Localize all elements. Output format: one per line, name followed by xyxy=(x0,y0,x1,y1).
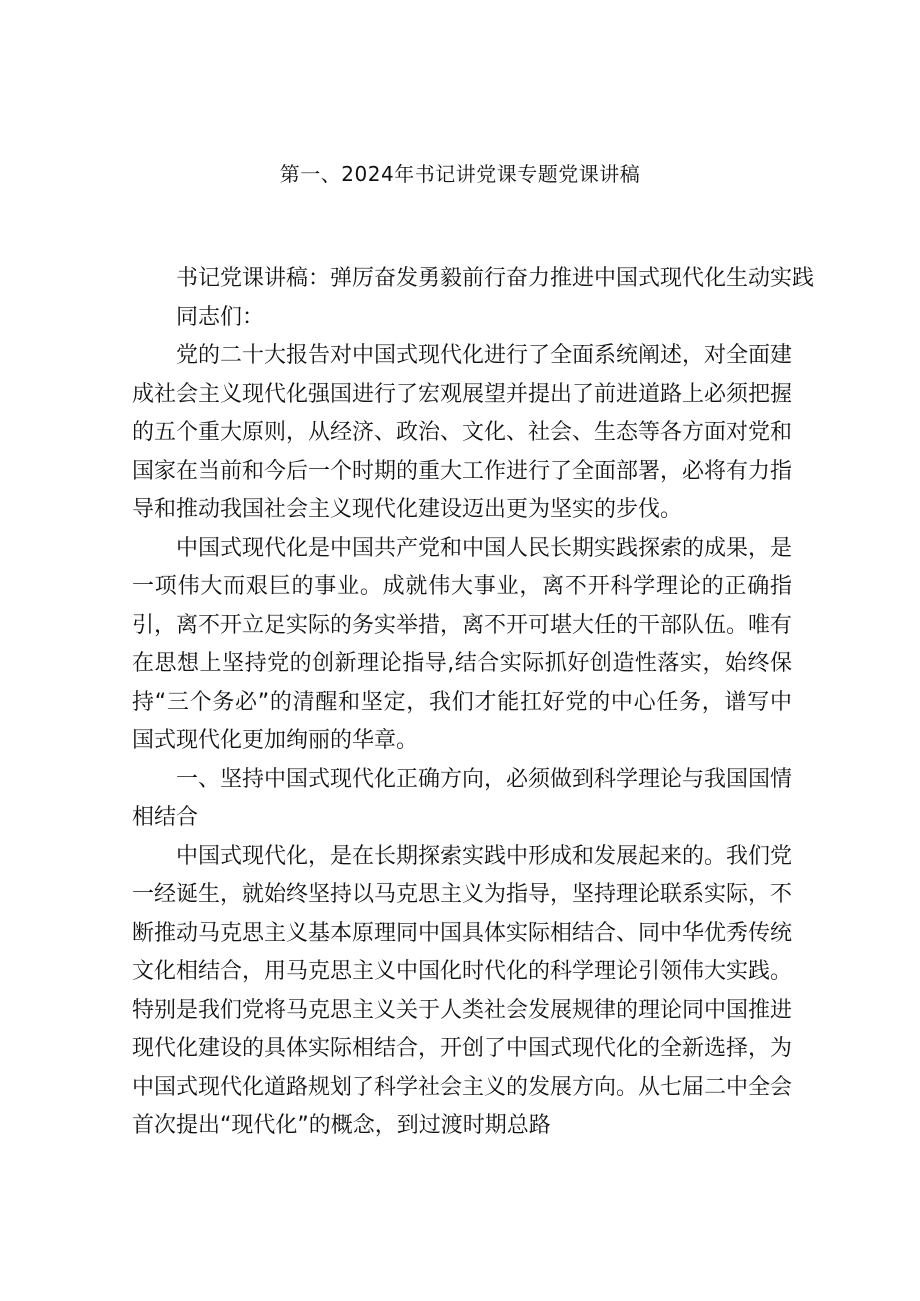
section-heading: 一、坚持中国式现代化正确方向，必须做到科学理论与我国国情相结合 xyxy=(132,766,793,830)
section-paragraph: 中国式现代化，是在长期探索实践中形成和发展起来的。我们党一经诞生，就始终坚持以马克思主义为指导，坚持理论联系实际，不断推动马克思主义基本原理同中国具体实际相结合、同中华优秀传统文化相结合，用马克思主义中国化时代化的科学理论引领伟大实践。特别是我们党将马克思主义关于人类社会发展规律的理论同中国推进现代化建设的具体实际相结合，开创了中国式现代化的全新选择，为中国式现代化道路规划了科学社会主义的发展方向。从七届二中全会首次提出“现代化”的概念，到过渡时期总路 xyxy=(132,843,793,1138)
salutation: 同志们： xyxy=(176,304,265,330)
document-title: 第一、2024年书记讲党课专题党课讲稿 xyxy=(279,162,641,186)
body-paragraph: 党的二十大报告对中国式现代化进行了全面系统阐述，对全面建成社会主义现代化强国进行了宏观展望并提出了前进道路上必须把握的五个重大原则，从经济、政治、文化、社会、生态等各方面对党和国家在当前和今后一个时期的重大工作进行了全面部署，必将有力指导和推动我国社会主义现代化建设迈出更为坚实的步伐。 xyxy=(132,343,793,522)
speech-subtitle: 书记党课讲稿：弹厉奋发勇毅前行奋力推进中国式现代化生动实践 xyxy=(176,266,815,291)
body-paragraph: 中国式现代化是中国共产党和中国人民长期实践探索的成果，是一项伟大而艰巨的事业。成就伟大事业，离不开科学理论的正确指引，离不开立足实际的务实举措，离不开可堪大任的干部队伍。唯有在思想上坚持党的创新理论指导,结合实际抓好创造性落实，始终保持“三个务必”的清醒和坚定，我们才能扛好党的中心任务，谱写中国式现代化更加绚丽的华章。 xyxy=(132,535,793,753)
document-body xyxy=(132,260,815,1146)
